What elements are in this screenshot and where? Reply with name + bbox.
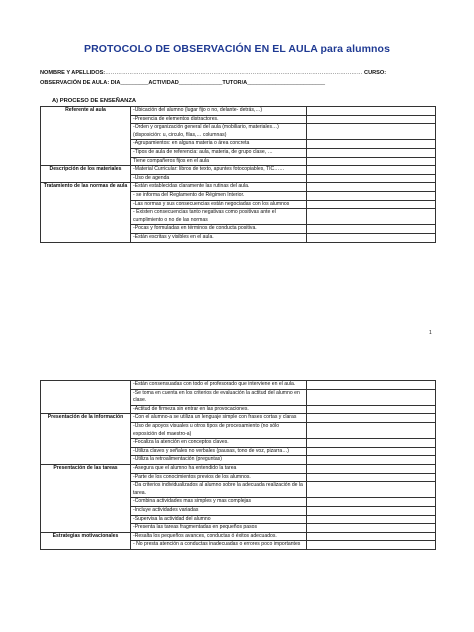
item-cell: -Combina actividades mas simples y mas complejas	[131, 498, 307, 507]
observation-cell[interactable]	[307, 422, 436, 438]
item-cell: - No presta atención a conductas inadecuadas o errores poco importantes	[131, 541, 307, 550]
observation-cell[interactable]	[307, 498, 436, 507]
observation-cell[interactable]	[307, 115, 436, 124]
item-cell: -Presenta las tareas fragmentadas en pequeños pasos	[131, 524, 307, 533]
observation-cell[interactable]	[307, 233, 436, 242]
document-title: PROTOCOLO DE OBSERVACIÓN EN EL AULA para alumnos	[83, 43, 391, 55]
observation-cell[interactable]	[307, 174, 436, 183]
item-cell: -Utiliza la retroalimentación (preguntas)	[131, 456, 307, 465]
item-cell: -Da criterios individualizados al alumno sobre la adecuada realización de la tarea.	[131, 482, 307, 498]
table-row	[41, 381, 436, 390]
item-cell: Tiene compañeros fijos en el aula	[131, 157, 307, 166]
item-cell: -Presencia de elementos distractores.	[131, 115, 307, 124]
document-page-2	[0, 350, 474, 632]
observation-cell[interactable]	[307, 515, 436, 524]
observation-cell[interactable]	[307, 439, 436, 448]
activity-fill: ______________	[178, 80, 223, 86]
item-cell: -Las normas y sus consecuencias están negociadas con los alumnos	[131, 200, 307, 209]
observation-cell[interactable]	[307, 124, 436, 140]
tutor-label: TUTOR/A	[222, 80, 248, 86]
observation-cell[interactable]	[307, 389, 436, 405]
observation-cell[interactable]	[307, 225, 436, 234]
observation-cell[interactable]	[307, 541, 436, 550]
item-cell: -Material Curricular: libros de texto, apuntes fotocopiables, TIC……	[131, 166, 307, 175]
table-row	[41, 532, 436, 541]
section-title: A) PROCESO DE ENSEÑANZA	[52, 98, 137, 104]
category-cell: Estrategias motivacionales	[41, 532, 131, 549]
observation-cell[interactable]	[307, 473, 436, 482]
item-cell: -Con el alumno-a se utiliza un lenguaje simple con frases cortas y claras	[131, 414, 307, 423]
item-cell: -Están consensuadas con todo el profesorado que interviene en el aula.	[131, 381, 307, 390]
observation-cell[interactable]	[307, 532, 436, 541]
observation-cell[interactable]	[307, 414, 436, 423]
category-cell: Tratamiento de las normas de aula	[41, 183, 131, 242]
item-cell: -Supervisa la actividad del alumno	[131, 515, 307, 524]
item-cell: -Tipos de aula de referencia: aula, materia, de grupo clase, …	[131, 148, 307, 157]
observation-cell[interactable]	[307, 506, 436, 515]
item-cell: -Orden y organización general del aula (mobiliario, materiales…)(disposición: u, circulo, filas,… columnas)	[131, 124, 307, 140]
observation-cell[interactable]	[307, 456, 436, 465]
activity-label: ACTIVIDAD	[148, 80, 179, 86]
table-row	[41, 464, 436, 473]
category-cell: Descripción de los materiales	[41, 166, 131, 183]
item-cell: -Incluye actividades variadas	[131, 506, 307, 515]
course-label: CURSO:	[364, 70, 387, 76]
item-cell: -Parte de los conocimientos previos de los alumnos.	[131, 473, 307, 482]
tutor-fill: _________________________	[247, 80, 325, 86]
item-cell: - Existen consecuencias tanto negativas como positivas ante el cumplimiento o no de las normas	[131, 209, 307, 225]
item-cell: -Están escritas y visibles en el aula.	[131, 233, 307, 242]
name-label: NOMBRE Y APELLIDOS:	[40, 70, 106, 76]
category-cell: Presentación de las tareas	[41, 464, 131, 532]
observation-cell[interactable]	[307, 209, 436, 225]
item-cell: -Uso de apoyos visuales u otros tipos de procesamiento (no sólo exposición del maestro-a)	[131, 422, 307, 438]
day-label: OBSERVACIÓN DE AULA: DIA	[40, 80, 121, 86]
category-cell: Referente al aula	[41, 107, 131, 166]
item-cell: -Actitud de firmeza sin entrar en las provocaciones.	[131, 405, 307, 414]
observation-cell[interactable]	[307, 166, 436, 175]
observation-cell[interactable]	[307, 464, 436, 473]
observation-cell[interactable]	[307, 107, 436, 116]
observation-line	[40, 80, 325, 86]
observation-cell[interactable]	[307, 482, 436, 498]
observation-cell[interactable]	[307, 447, 436, 456]
item-cell: -Focaliza la atención en conceptos claves.	[131, 439, 307, 448]
page-number: 1	[429, 330, 432, 336]
observation-cell[interactable]	[307, 524, 436, 533]
table-row	[41, 107, 436, 116]
item-cell: -Están establecidas claramente las rutinas del aula.	[131, 183, 307, 192]
observation-cell[interactable]	[307, 381, 436, 390]
table-row	[41, 166, 436, 175]
observation-table-2	[40, 380, 436, 550]
item-cell: -Agrupamientos: en alguna materia o área concreta	[131, 140, 307, 149]
observation-cell[interactable]	[307, 191, 436, 200]
name-line	[40, 70, 386, 76]
item-cell: -Resalta los pequeños avances, conductas ó éxitos adecuados.	[131, 532, 307, 541]
observation-cell[interactable]	[307, 157, 436, 166]
table-row	[41, 183, 436, 192]
item-cell: -Asegura que el alumno ha entendido la tarea	[131, 464, 307, 473]
observation-cell[interactable]	[307, 200, 436, 209]
observation-cell[interactable]	[307, 140, 436, 149]
observation-cell[interactable]	[307, 183, 436, 192]
item-cell: -Se toma en cuenta en los criterios de evaluación la actitud del alumno en clase.	[131, 389, 307, 405]
observation-table-1	[40, 106, 436, 243]
category-cell	[41, 381, 131, 414]
item-cell: -Pocas y formuladas en términos de conducta positiva.	[131, 225, 307, 234]
name-fill: …………………………………………………………………………………………………………………………	[105, 70, 363, 76]
item-cell: -Uso de agenda	[131, 174, 307, 183]
observation-cell[interactable]	[307, 148, 436, 157]
table-row	[41, 414, 436, 423]
item-cell: -Ubicación del alumno (lugar fijo o no, delante- detrás,…)	[131, 107, 307, 116]
category-cell: Presentación de la información	[41, 414, 131, 465]
observation-cell[interactable]	[307, 405, 436, 414]
item-cell: -Utiliza claves y señales no verbales (pausas, tono de voz, pizarra…)	[131, 447, 307, 456]
day-fill: _________	[120, 80, 149, 86]
item-cell: - se informa del Reglamento de Régimen Interior.	[131, 191, 307, 200]
